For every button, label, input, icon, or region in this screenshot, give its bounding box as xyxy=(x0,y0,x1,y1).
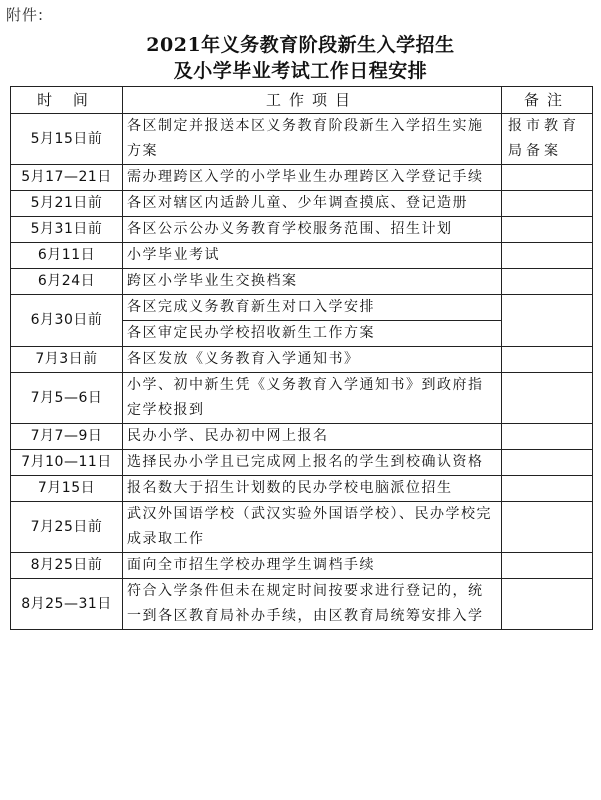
table-row xyxy=(11,217,593,243)
row-note-cell xyxy=(502,502,593,553)
column-header-note: 备注 xyxy=(502,87,593,114)
row-note-cell xyxy=(502,295,593,347)
row-time-cell: 5月17—21日 xyxy=(11,165,123,191)
row-note-cell xyxy=(502,191,593,217)
table-row xyxy=(11,165,593,191)
table-row xyxy=(11,424,593,450)
row-note-cell xyxy=(502,450,593,476)
row-task-cell: 跨区小学毕业生交换档案 xyxy=(123,269,502,295)
table-row xyxy=(11,191,593,217)
row-note-cell xyxy=(502,476,593,502)
row-time-cell: 6月30日前 xyxy=(11,295,123,347)
row-task-cell: 小学、初中新生凭《义务教育入学通知书》到政府指定学校报到 xyxy=(123,373,502,424)
table-row xyxy=(11,347,593,373)
row-time-cell: 7月25日前 xyxy=(11,502,123,553)
row-time-cell: 5月21日前 xyxy=(11,191,123,217)
table-row xyxy=(11,502,593,553)
table-row xyxy=(11,243,593,269)
row-note-cell xyxy=(502,217,593,243)
column-header-tasks: 工作项目 xyxy=(123,87,502,114)
row-task-cell: 符合入学条件但未在规定时间按要求进行登记的，统一到各区教育局补办手续，由区教育局统筹安排入学 xyxy=(123,579,502,630)
row-note-cell xyxy=(502,269,593,295)
row-task-cell: 各区制定并报送本区义务教育阶段新生入学招生实施方案 xyxy=(123,114,502,165)
row-time-cell: 5月31日前 xyxy=(11,217,123,243)
row-time-cell: 6月24日 xyxy=(11,269,123,295)
table-row xyxy=(11,269,593,295)
row-note-cell xyxy=(502,347,593,373)
row-time-cell: 8月25日前 xyxy=(11,553,123,579)
table-row xyxy=(11,373,593,424)
table-row xyxy=(11,476,593,502)
row-note-cell xyxy=(502,243,593,269)
table-row xyxy=(11,114,593,165)
document-title-line2: 及小学毕业考试工作日程安排 xyxy=(173,60,428,82)
row-task-cell: 小学毕业考试 xyxy=(123,243,502,269)
table-row xyxy=(11,450,593,476)
row-task-cell: 各区公示公办义务教育学校服务范围、招生计划 xyxy=(123,217,502,243)
row-time-cell: 6月11日 xyxy=(11,243,123,269)
row-time-cell: 7月3日前 xyxy=(11,347,123,373)
row-time-cell: 7月10—11日 xyxy=(11,450,123,476)
row-task-cell: 选择民办小学且已完成网上报名的学生到校确认资格 xyxy=(123,450,502,476)
row-note-cell xyxy=(502,553,593,579)
row-task-cell: 各区审定民办学校招收新生工作方案 xyxy=(123,321,502,347)
table-header-row xyxy=(11,87,593,114)
row-time-cell: 5月15日前 xyxy=(11,114,123,165)
schedule-table xyxy=(10,86,593,630)
row-note-cell xyxy=(502,373,593,424)
table-row xyxy=(11,579,593,630)
row-note-cell: 报市教育局备案 xyxy=(502,114,593,165)
row-task-cell: 各区发放《义务教育入学通知书》 xyxy=(123,347,502,373)
row-note-cell xyxy=(502,165,593,191)
row-note-cell xyxy=(502,579,593,630)
row-task-cell: 各区完成义务教育新生对口入学安排 xyxy=(123,295,502,321)
document-title-line1: 2021年义务教育阶段新生入学招生 xyxy=(146,34,455,56)
table-body xyxy=(11,114,593,630)
row-time-cell: 7月15日 xyxy=(11,476,123,502)
row-task-cell: 报名数大于招生计划数的民办学校电脑派位招生 xyxy=(123,476,502,502)
row-time-cell: 7月5—6日 xyxy=(11,373,123,424)
row-task-cell: 民办小学、民办初中网上报名 xyxy=(123,424,502,450)
row-time-cell: 7月7—9日 xyxy=(11,424,123,450)
row-time-cell: 8月25—31日 xyxy=(11,579,123,630)
row-task-cell: 武汉外国语学校（武汉实验外国语学校）、民办学校完成录取工作 xyxy=(123,502,502,553)
attachment-label: 附件: xyxy=(6,6,45,24)
row-task-cell: 各区对辖区内适龄儿童、少年调查摸底、登记造册 xyxy=(123,191,502,217)
row-note-cell xyxy=(502,424,593,450)
row-task-cell: 需办理跨区入学的小学毕业生办理跨区入学登记手续 xyxy=(123,165,502,191)
row-task-cell: 面向全市招生学校办理学生调档手续 xyxy=(123,553,502,579)
column-header-time: 时 间 xyxy=(11,87,123,114)
table-row xyxy=(11,295,593,321)
table-row xyxy=(11,553,593,579)
